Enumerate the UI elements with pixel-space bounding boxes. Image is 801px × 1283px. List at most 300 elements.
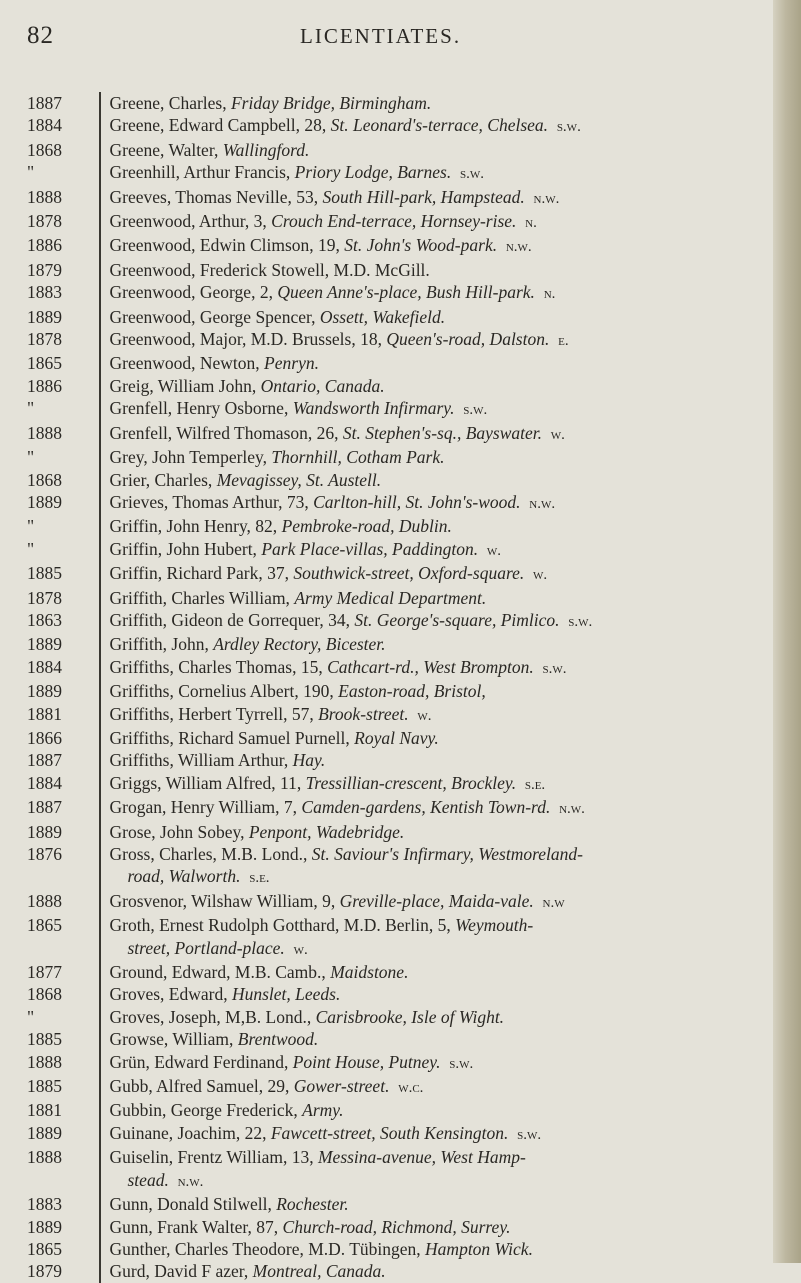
list-item: [0, 210, 780, 234]
entry-text: [110, 397, 770, 421]
entry-year: 1888: [27, 422, 62, 443]
entry-address: St. Saviour's Infirmary, Westmoreland-: [311, 844, 583, 864]
entry-year: ": [27, 398, 35, 419]
entry-district: s.w.: [517, 1126, 542, 1143]
column-rule: [99, 186, 101, 210]
list-item: [0, 843, 780, 890]
entry-district: n.w.: [533, 190, 560, 207]
entry-district: n.w: [542, 894, 565, 911]
list-item: [0, 375, 780, 397]
entry-text: [110, 890, 770, 914]
entry-text: [110, 914, 770, 961]
entry-address: Brook-street.: [318, 703, 409, 724]
entry-name: Gunn, Donald Stilwell,: [109, 1194, 277, 1215]
entry-text: [110, 961, 770, 983]
column-rule: [99, 259, 101, 281]
column-rule: [99, 1146, 101, 1193]
column-rule: [99, 727, 101, 749]
entry-district: n.w.: [529, 495, 556, 512]
column-rule: [99, 491, 101, 515]
entry-text: [110, 538, 770, 562]
column-rule: [99, 1260, 101, 1282]
column-rule: [99, 961, 101, 983]
list-item: [0, 1051, 780, 1075]
column-rule: [99, 375, 101, 397]
entry-address: Carlton-hill, St. John's-wood.: [313, 491, 521, 512]
entry-district: s.w.: [449, 1055, 474, 1072]
list-item: [0, 515, 780, 537]
entry-name: Grenfell, Wilfred Thomason, 26,: [109, 422, 343, 443]
list-item: [0, 1006, 780, 1028]
list-item: [0, 446, 780, 468]
list-item: [0, 92, 780, 114]
entry-year: 1868: [27, 984, 62, 1005]
list-item: [0, 609, 780, 633]
entry-district: w.: [486, 542, 501, 559]
entry-district: w.: [417, 707, 432, 724]
column-rule: [99, 281, 101, 305]
entry-continuation: [110, 1169, 770, 1193]
entry-text: [110, 1216, 770, 1238]
list-item: [0, 821, 780, 843]
column-rule: [99, 161, 101, 185]
entry-address: Friday Bridge, Birmingham.: [230, 93, 432, 113]
entry-address: Point House, Putney.: [292, 1051, 441, 1072]
entry-name: Grier, Charles,: [109, 469, 217, 490]
column-rule: [99, 1238, 101, 1260]
column-rule: [99, 656, 101, 680]
entry-name: Griffith, Charles William,: [109, 587, 295, 608]
list-item: [0, 259, 780, 281]
entry-year: 1868: [27, 139, 62, 160]
list-item: [0, 1028, 780, 1050]
column-rule: [99, 1051, 101, 1075]
column-rule: [99, 1122, 101, 1146]
entry-text: [110, 1006, 770, 1028]
entry-text: [110, 1051, 770, 1075]
column-rule: [99, 538, 101, 562]
entry-year: 1865: [27, 915, 62, 936]
entry-address: St. Stephen's-sq., Bayswater.: [342, 422, 543, 443]
column-rule: [99, 796, 101, 820]
column-rule: [99, 1075, 101, 1099]
entry-name: Greenwood, Major, M.D. Brussels, 18,: [109, 329, 387, 350]
entry-text: [110, 491, 770, 515]
entry-address: Hunslet, Leeds.: [231, 984, 341, 1005]
entry-continuation: [110, 865, 770, 889]
entry-address: Mevagissey, St. Austell.: [216, 469, 382, 490]
entry-year: 1868: [27, 469, 62, 490]
entry-continuation: [110, 937, 770, 961]
entry-name: Greenwood, George, 2,: [109, 282, 278, 303]
entry-address: Royal Navy.: [354, 727, 439, 748]
list-item: [0, 1238, 780, 1260]
list-item: [0, 1260, 780, 1282]
entry-address: Carisbrooke, Isle of Wight.: [315, 1006, 505, 1027]
entry-name: Griffin, Richard Park, 37,: [109, 563, 294, 584]
page-number: 82: [27, 22, 54, 49]
entry-year: 1889: [27, 821, 62, 842]
column-rule: [99, 114, 101, 138]
licentiates-list: [0, 92, 780, 1283]
entry-text: [110, 1099, 770, 1121]
entry-text: [110, 1075, 770, 1099]
entry-name: Gunther, Charles Theodore, M.D. Tübingen,: [109, 1238, 426, 1259]
page-header: [0, 22, 801, 62]
entry-text: [110, 749, 770, 771]
entry-text: [110, 656, 770, 680]
entry-address: Messina-avenue, West Hamp-: [317, 1147, 526, 1168]
entry-name: Griffiths, William Arthur,: [109, 750, 293, 771]
entry-name: Greene, Walter,: [109, 139, 223, 160]
entry-address: Camden-gardens, Kentish Town-rd.: [301, 797, 551, 818]
column-rule: [99, 397, 101, 421]
list-item: [0, 983, 780, 1005]
entry-text: [110, 562, 770, 586]
list-item: [0, 656, 780, 680]
list-item: [0, 397, 780, 421]
entry-year: 1884: [27, 772, 62, 793]
column-rule: [99, 328, 101, 352]
entry-address: Ontario, Canada.: [260, 375, 385, 396]
entry-address: Ossett, Wakefield.: [319, 306, 446, 327]
entry-text: [110, 1028, 770, 1050]
entry-address: Hampton Wick.: [425, 1238, 533, 1259]
entry-name: Grose, John Sobey,: [109, 821, 249, 842]
entry-year: 1888: [27, 186, 62, 207]
entry-year: 1865: [27, 1238, 62, 1259]
entry-address: Gower-street.: [293, 1076, 390, 1097]
entry-address: Queen Anne's-place, Bush Hill-park.: [277, 282, 535, 303]
entry-text: [110, 259, 770, 281]
entry-address: Church-road, Richmond, Surrey.: [282, 1216, 511, 1237]
entry-year: 1877: [27, 962, 62, 983]
entry-year: 1883: [27, 282, 62, 303]
column-rule: [99, 609, 101, 633]
entry-text: [110, 446, 770, 468]
list-item: [0, 703, 780, 727]
entry-name: Greenwood, Edwin Climson, 19,: [109, 235, 345, 256]
entry-name: Greene, Charles,: [109, 93, 231, 113]
entry-address: Thornhill, Cotham Park.: [271, 447, 445, 468]
entry-name: Groves, Edward,: [109, 984, 232, 1005]
list-item: [0, 234, 780, 258]
entry-address: Penryn.: [264, 353, 319, 374]
entry-address: Maidstone.: [330, 962, 409, 983]
list-item: [0, 749, 780, 771]
entry-district: n.w.: [505, 239, 532, 256]
entry-name: Greenhill, Arthur Francis,: [109, 162, 295, 183]
entry-address: Queen's-road, Dalston.: [386, 329, 550, 350]
entry-text: [110, 139, 770, 161]
entry-text: [110, 92, 770, 114]
list-item: [0, 491, 780, 515]
column-rule: [99, 890, 101, 914]
entry-year: 1878: [27, 211, 62, 232]
entry-district: w.: [550, 426, 565, 443]
list-item: [0, 538, 780, 562]
column-rule: [99, 749, 101, 771]
entry-text: [110, 587, 770, 609]
entry-district: s.w.: [556, 119, 581, 136]
entry-district: e.: [558, 333, 569, 350]
column-rule: [99, 1099, 101, 1121]
column-rule: [99, 1028, 101, 1050]
entry-text: [110, 234, 770, 258]
entry-name: Guiselin, Frentz William, 13,: [109, 1147, 318, 1168]
list-item: [0, 727, 780, 749]
entry-year: 1863: [27, 609, 62, 630]
entry-address: South Hill-park, Hampstead.: [322, 186, 525, 207]
entry-address: Montreal, Canada.: [252, 1261, 386, 1282]
entry-address: Wandsworth Infirmary.: [292, 398, 455, 419]
entry-address-continued: stead.: [127, 1169, 169, 1190]
entry-name: Grenfell, Henry Osborne,: [109, 398, 293, 419]
entry-name: Griggs, William Alfred, 11,: [109, 772, 306, 793]
entry-district: w.: [533, 567, 548, 584]
entry-district: s.e.: [249, 870, 270, 887]
entry-text: [110, 727, 770, 749]
entry-year: 1865: [27, 353, 62, 374]
column-rule: [99, 210, 101, 234]
entry-year: 1886: [27, 375, 62, 396]
entry-name: Grogan, Henry William, 7,: [109, 797, 302, 818]
entry-name: Grosvenor, Wilshaw William, 9,: [109, 890, 340, 911]
entry-name: Greene, Edward Campbell, 28,: [109, 115, 331, 136]
entry-text: [110, 796, 770, 820]
entry-text: [110, 515, 770, 537]
entry-address: Penpont, Wadebridge.: [248, 821, 405, 842]
entry-address: Hay.: [292, 750, 326, 771]
entry-address: Tressillian-crescent, Brockley.: [305, 772, 517, 793]
column-rule: [99, 633, 101, 655]
entry-address: Easton-road, Bristol,: [338, 681, 486, 702]
entry-year: 1884: [27, 656, 62, 677]
entry-name: Griffin, John Hubert,: [109, 538, 262, 559]
list-item: [0, 1075, 780, 1099]
entry-district: s.w.: [568, 613, 593, 630]
column-rule: [99, 234, 101, 258]
list-item: [0, 281, 780, 305]
entry-name: Greig, William John,: [109, 375, 261, 396]
entry-address: St. Leonard's-terrace, Chelsea.: [330, 115, 549, 136]
entry-text: [110, 1238, 770, 1260]
entry-year: 1885: [27, 1029, 62, 1050]
list-item: [0, 914, 780, 961]
entry-name: Griffiths, Charles Thomas, 15,: [109, 656, 328, 677]
entry-text: [110, 1260, 770, 1282]
entry-district: s.w.: [459, 166, 484, 183]
column-rule: [99, 562, 101, 586]
column-rule: [99, 914, 101, 961]
entry-address: Greville-place, Maida-vale.: [339, 890, 534, 911]
entry-name: Greenwood, Arthur, 3,: [109, 211, 272, 232]
entry-address: Ardley Rectory, Bicester.: [213, 634, 386, 655]
column-rule: [99, 843, 101, 890]
entry-year: 1887: [27, 797, 62, 818]
entry-year: 1889: [27, 634, 62, 655]
column-rule: [99, 1216, 101, 1238]
list-item: [0, 1099, 780, 1121]
entry-address-continued: road, Walworth.: [127, 866, 241, 887]
entry-name: Greenwood, George Spencer,: [109, 306, 320, 327]
column-rule: [99, 422, 101, 446]
entry-text: [110, 1122, 770, 1146]
entry-year: 1885: [27, 563, 62, 584]
entry-name: Growse, William,: [109, 1029, 238, 1050]
entry-year: 1881: [27, 1100, 62, 1121]
entry-year: 1881: [27, 703, 62, 724]
entry-year: 1887: [27, 750, 62, 771]
entry-year: 1878: [27, 587, 62, 608]
entry-year: 1889: [27, 681, 62, 702]
entry-year: 1888: [27, 1147, 62, 1168]
list-item: [0, 306, 780, 328]
entry-district: n.: [525, 215, 537, 232]
entry-text: [110, 821, 770, 843]
list-item: [0, 139, 780, 161]
entry-address: St. John's Wood-park.: [344, 235, 498, 256]
entry-name: Gubb, Alfred Samuel, 29,: [109, 1076, 294, 1097]
entry-district: s.w.: [542, 660, 567, 677]
list-item: [0, 562, 780, 586]
entry-name: Guinane, Joachim, 22,: [109, 1122, 271, 1143]
entry-address: St. George's-square, Pimlico.: [354, 609, 560, 630]
column-rule: [99, 1193, 101, 1215]
entry-name: Griffiths, Herbert Tyrrell, 57,: [109, 703, 319, 724]
entry-text: [110, 375, 770, 397]
entry-text: [110, 680, 770, 702]
list-item: [0, 680, 780, 702]
entry-name: Gunn, Frank Walter, 87,: [109, 1216, 283, 1237]
entry-text: [110, 161, 770, 185]
entry-name: Greenwood, Newton,: [109, 353, 265, 374]
entry-text: [110, 609, 770, 633]
entry-name: Gurd, David F azer,: [109, 1261, 253, 1282]
column-rule: [99, 680, 101, 702]
entry-name: Grün, Edward Ferdinand,: [109, 1051, 293, 1072]
entry-name: Griffith, John,: [109, 634, 214, 655]
column-rule: [99, 1006, 101, 1028]
entry-text: [110, 210, 770, 234]
list-item: [0, 890, 780, 914]
list-item: [0, 1122, 780, 1146]
entry-address: Rochester.: [276, 1194, 349, 1215]
column-rule: [99, 515, 101, 537]
entry-text: [110, 352, 770, 374]
entry-address-continued: street, Portland-place.: [127, 937, 285, 958]
entry-text: [110, 772, 770, 796]
entry-address: Crouch End-terrace, Hornsey-rise.: [271, 211, 517, 232]
entry-year: 1883: [27, 1194, 62, 1215]
entry-year: 1876: [27, 844, 62, 864]
entry-district: w.c.: [398, 1080, 424, 1097]
entry-name: Groth, Ernest Rudolph Gotthard, M.D. Berlin, 5,: [109, 915, 456, 936]
entry-year: 1886: [27, 235, 62, 256]
entry-address: Army.: [302, 1100, 344, 1121]
entry-year: 1887: [27, 93, 62, 113]
entry-address: Cathcart-rd., West Brompton.: [327, 656, 534, 677]
column-rule: [99, 772, 101, 796]
entry-year: 1889: [27, 491, 62, 512]
entry-district: n.w.: [177, 1173, 204, 1190]
entry-year: ": [27, 447, 35, 468]
entry-address: Pembroke-road, Dublin.: [281, 516, 452, 537]
entry-text: [110, 633, 770, 655]
entry-name: Griffiths, Cornelius Albert, 190,: [109, 681, 339, 702]
entry-text: [110, 114, 770, 138]
entry-year: 1878: [27, 329, 62, 350]
entry-name: Gross, Charles, M.B. Lond.,: [109, 844, 312, 864]
entry-address: Army Medical Department.: [294, 587, 487, 608]
list-item: [0, 587, 780, 609]
column-rule: [99, 306, 101, 328]
entry-year: 1889: [27, 1216, 62, 1237]
column-rule: [99, 703, 101, 727]
entry-text: [110, 422, 770, 446]
entry-year: 1889: [27, 1122, 62, 1143]
list-item: [0, 1193, 780, 1215]
entry-district: s.e.: [524, 776, 546, 793]
entry-text: [110, 983, 770, 1005]
list-item: [0, 796, 780, 820]
entry-text: [110, 1146, 770, 1193]
entry-address: Park Place-villas, Paddington.: [261, 538, 479, 559]
list-item: [0, 161, 780, 185]
entry-name: Griffith, Gideon de Gorrequer, 34,: [109, 609, 355, 630]
entry-year: 1879: [27, 1261, 62, 1282]
entry-address: Brentwood.: [237, 1029, 319, 1050]
entry-address: Priory Lodge, Barnes.: [294, 162, 452, 183]
entry-name: Ground, Edward, M.B. Camb.,: [109, 962, 331, 983]
entry-year: 1888: [27, 890, 62, 911]
entry-name: Grieves, Thomas Arthur, 73,: [109, 491, 314, 512]
entry-name: Griffin, John Henry, 82,: [109, 516, 282, 537]
list-item: [0, 352, 780, 374]
entry-district: w.: [293, 941, 308, 958]
entry-text: [110, 186, 770, 210]
entry-text: [110, 703, 770, 727]
entry-address: Wallingford.: [222, 139, 310, 160]
entry-name: Grey, John Temperley,: [109, 447, 272, 468]
list-item: [0, 772, 780, 796]
column-rule: [99, 587, 101, 609]
column-rule: [99, 139, 101, 161]
list-item: [0, 1216, 780, 1238]
list-item: [0, 328, 780, 352]
column-rule: [99, 821, 101, 843]
list-item: [0, 422, 780, 446]
entry-year: ": [27, 516, 35, 537]
entry-name: Greenwood, Frederick Stowell, M.D. McGill.: [109, 259, 430, 280]
entry-district: n.w.: [559, 801, 585, 818]
column-rule: [99, 446, 101, 468]
entry-name: Greeves, Thomas Neville, 53,: [109, 186, 323, 207]
list-item: [0, 1146, 780, 1193]
column-rule: [99, 983, 101, 1005]
entry-district: n.: [543, 286, 556, 303]
entry-year: ": [27, 538, 35, 559]
column-rule: [99, 469, 101, 491]
entry-text: [110, 1193, 770, 1215]
list-item: [0, 961, 780, 983]
entry-year: 1879: [27, 259, 62, 280]
column-rule: [99, 92, 101, 114]
entry-year: 1888: [27, 1051, 62, 1072]
list-item: [0, 633, 780, 655]
entry-year: ": [27, 162, 35, 183]
list-item: [0, 469, 780, 491]
